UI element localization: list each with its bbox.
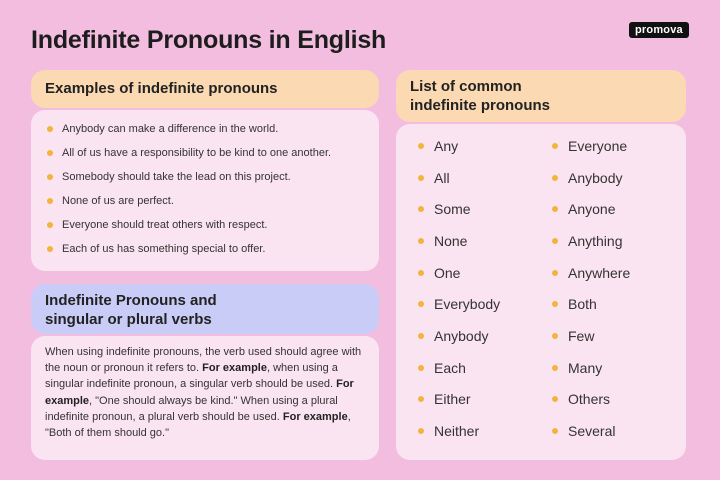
bullet-dot-icon [552, 396, 558, 402]
bullet-dot-icon [552, 301, 558, 307]
pronoun-item [418, 320, 500, 352]
example-item [47, 189, 379, 213]
pronoun-text: One [434, 264, 461, 281]
example-text: Everyone should treat others with respect. [62, 219, 268, 231]
bullet-dot-icon [418, 270, 424, 276]
examples-heading: Examples of indefinite pronouns [31, 70, 379, 108]
verbs-text: , "Both of them should go." [45, 410, 351, 440]
pronoun-column-left [418, 130, 500, 447]
bullet-dot-icon [47, 246, 53, 252]
pronoun-item [552, 415, 630, 447]
pronoun-item [552, 384, 630, 416]
pronoun-item [418, 384, 500, 416]
pronoun-text: Anybody [434, 327, 489, 344]
bullet-dot-icon [47, 222, 53, 228]
pronoun-text: Several [568, 423, 616, 440]
verbs-text: When using indefinite pronouns, the verb used should agree with the noun or pronoun it refers to. [45, 346, 362, 375]
pronoun-item [418, 257, 500, 289]
pronoun-item [418, 130, 500, 162]
example-text: Anybody can make a difference in the world. [62, 123, 279, 135]
bullet-dot-icon [47, 150, 53, 156]
verbs-heading [31, 284, 379, 334]
pronoun-item [418, 225, 500, 257]
pronoun-item [418, 352, 500, 384]
pronoun-text: Everybody [434, 296, 501, 313]
pronoun-item [418, 193, 500, 225]
pronoun-text: Others [568, 391, 611, 408]
pronoun-column-right [552, 130, 630, 447]
bullet-dot-icon [418, 206, 424, 212]
pronoun-item [552, 193, 630, 225]
example-text: All of us have a responsibility to be kind to one another. [62, 147, 332, 159]
for-example-label: For example [282, 410, 348, 423]
pronoun-text: Any [434, 137, 459, 154]
for-example-label: For example [45, 378, 354, 407]
pronoun-text: Neither [434, 423, 480, 440]
list-heading [396, 70, 686, 122]
pronoun-item [418, 415, 500, 447]
example-text: Somebody should take the lead on this project. [62, 171, 291, 183]
example-item [47, 117, 379, 141]
pronoun-text: None [434, 232, 468, 249]
examples-card [31, 110, 379, 271]
pronoun-item [552, 288, 630, 320]
bullet-dot-icon [552, 238, 558, 244]
bullet-dot-icon [47, 198, 53, 204]
page-title: Indefinite Pronouns in English [31, 26, 387, 54]
bullet-dot-icon [47, 174, 53, 180]
pronoun-item [552, 162, 630, 194]
list-heading-line: List of common [410, 78, 522, 95]
example-text: None of us are perfect. [62, 195, 174, 207]
verbs-text: , when using a singular indefinite pronoun, a singular verb should be used. [45, 362, 338, 391]
example-item [47, 165, 379, 189]
pronoun-text: Anything [568, 232, 623, 249]
verbs-card [31, 336, 379, 460]
pronoun-text: Either [434, 391, 471, 408]
pronoun-text: Both [568, 296, 597, 313]
pronoun-item [552, 130, 630, 162]
bullet-dot-icon [552, 333, 558, 339]
bullet-dot-icon [552, 365, 558, 371]
pronoun-item [418, 288, 500, 320]
pronoun-item [552, 352, 630, 384]
verbs-heading-line: singular or plural verbs [45, 310, 212, 328]
bullet-dot-icon [418, 143, 424, 149]
pronoun-text: Anywhere [568, 264, 631, 281]
pronoun-item [418, 162, 500, 194]
bullet-dot-icon [47, 126, 53, 132]
for-example-label: For example [202, 362, 267, 375]
bullet-dot-icon [418, 175, 424, 181]
pronoun-item [552, 225, 630, 257]
pronoun-text: All [434, 169, 450, 186]
pronoun-list-card [396, 124, 686, 460]
verbs-text: , "One should always be kind." When using a plural indefinite pronoun, a plural verb should be used. [45, 394, 338, 423]
bullet-dot-icon [552, 175, 558, 181]
bullet-dot-icon [418, 428, 424, 434]
bullet-dot-icon [418, 238, 424, 244]
bullet-dot-icon [418, 396, 424, 402]
bullet-dot-icon [418, 333, 424, 339]
bullet-dot-icon [552, 143, 558, 149]
pronoun-text: Many [568, 359, 603, 376]
list-heading-line: indefinite pronouns [410, 96, 550, 114]
bullet-dot-icon [418, 301, 424, 307]
example-text: Each of us has something special to offer. [62, 243, 266, 255]
pronoun-text: Anybody [568, 169, 623, 186]
pronoun-text: Everyone [568, 137, 628, 154]
example-item [47, 141, 379, 165]
pronoun-text: Few [568, 327, 595, 344]
pronoun-item [552, 320, 630, 352]
pronoun-item [552, 257, 630, 289]
pronoun-text: Anyone [568, 201, 616, 218]
example-item [47, 213, 379, 237]
bullet-dot-icon [418, 365, 424, 371]
bullet-dot-icon [552, 270, 558, 276]
verbs-heading-line: Indefinite Pronouns and [45, 292, 217, 309]
bullet-dot-icon [552, 428, 558, 434]
bullet-dot-icon [552, 206, 558, 212]
promova-logo: promova [629, 22, 689, 38]
pronoun-text: Some [434, 201, 471, 218]
example-item [47, 237, 379, 261]
pronoun-text: Each [434, 359, 466, 376]
